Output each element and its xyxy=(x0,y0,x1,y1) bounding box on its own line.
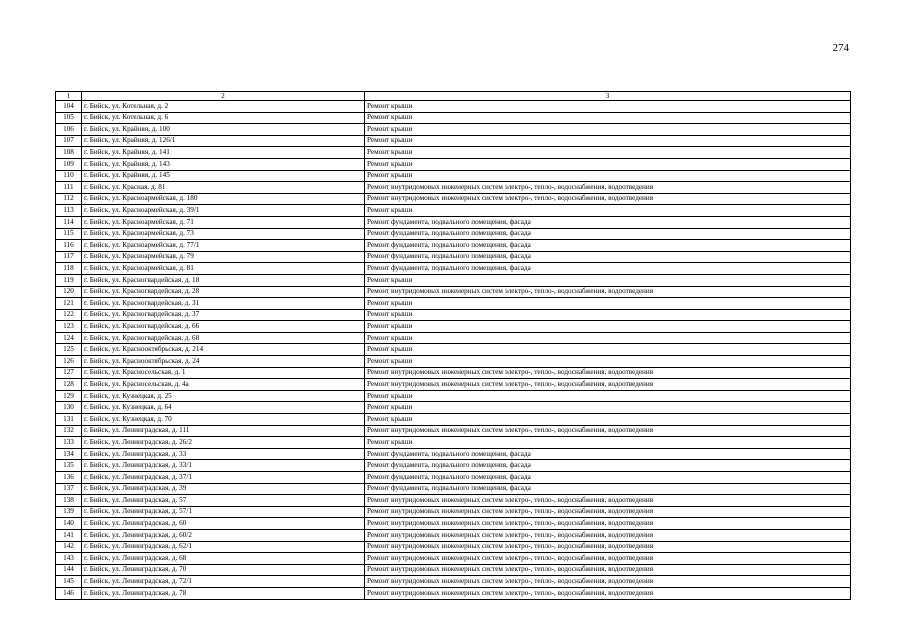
work-type-cell: Ремонт крыши xyxy=(365,124,851,136)
row-number-cell: 119 xyxy=(56,274,82,286)
work-type-cell: Ремонт фундамента, подвального помещения, фасада xyxy=(365,483,851,495)
address-cell: г. Бийск, ул. Красногвардейская, д. 18 xyxy=(82,274,365,286)
table-row xyxy=(56,518,851,530)
column-header-number: 1 xyxy=(56,92,82,101)
address-cell: г. Бийск, ул. Красносельская, д. 4а xyxy=(82,379,365,391)
row-number-cell: 114 xyxy=(56,216,82,228)
table-row xyxy=(56,587,851,599)
work-type-cell: Ремонт крыши xyxy=(365,356,851,368)
address-cell: г. Бийск, ул. Крайняя, д. 143 xyxy=(82,158,365,170)
table-row xyxy=(56,460,851,472)
address-cell: г. Бийск, ул. Кузнецкая, д. 70 xyxy=(82,414,365,426)
address-cell: г. Бийск, ул. Кузнецкая, д. 64 xyxy=(82,402,365,414)
row-number-cell: 121 xyxy=(56,298,82,310)
row-number-cell: 104 xyxy=(56,101,82,113)
work-type-cell: Ремонт внутридомовых инженерных систем электро-, тепло-, водоснабжения, водоотведения xyxy=(365,506,851,518)
row-number-cell: 115 xyxy=(56,228,82,240)
table-row xyxy=(56,298,851,310)
repair-registry-table xyxy=(55,91,851,600)
work-type-cell: Ремонт внутридомовых инженерных систем электро-, тепло-, водоснабжения, водоотведения xyxy=(365,553,851,565)
table-row xyxy=(56,240,851,252)
work-type-cell: Ремонт фундамента, подвального помещения, фасада xyxy=(365,263,851,275)
table-row xyxy=(56,437,851,449)
table-row xyxy=(56,472,851,484)
row-number-cell: 105 xyxy=(56,112,82,124)
row-number-cell: 140 xyxy=(56,518,82,530)
row-number-cell: 106 xyxy=(56,124,82,136)
address-cell: г. Бийск, ул. Красногвардейская, д. 68 xyxy=(82,332,365,344)
table-row xyxy=(56,193,851,205)
row-number-cell: 120 xyxy=(56,286,82,298)
row-number-cell: 128 xyxy=(56,379,82,391)
row-number-cell: 134 xyxy=(56,448,82,460)
address-cell: г. Бийск, ул. Красноармейская, д. 81 xyxy=(82,263,365,275)
row-number-cell: 138 xyxy=(56,495,82,507)
work-type-cell: Ремонт внутридомовых инженерных систем электро-, тепло-, водоснабжения, водоотведения xyxy=(365,576,851,588)
table-row xyxy=(56,332,851,344)
address-cell: г. Бийск, ул. Краснооктябрьская, д. 214 xyxy=(82,344,365,356)
work-type-cell: Ремонт крыши xyxy=(365,321,851,333)
row-number-cell: 135 xyxy=(56,460,82,472)
row-number-cell: 129 xyxy=(56,390,82,402)
address-cell: г. Бийск, ул. Красная, д. 81 xyxy=(82,182,365,194)
table-row xyxy=(56,251,851,263)
row-number-cell: 110 xyxy=(56,170,82,182)
work-type-cell: Ремонт крыши xyxy=(365,298,851,310)
address-cell: г. Бийск, ул. Котельная, д. 6 xyxy=(82,112,365,124)
work-type-cell: Ремонт внутридомовых инженерных систем электро-, тепло-, водоснабжения, водоотведения xyxy=(365,425,851,437)
row-number-cell: 142 xyxy=(56,541,82,553)
row-number-cell: 126 xyxy=(56,356,82,368)
row-number-cell: 127 xyxy=(56,367,82,379)
work-type-cell: Ремонт внутридомовых инженерных систем электро-, тепло-, водоснабжения, водоотведения xyxy=(365,529,851,541)
work-type-cell: Ремонт внутридомовых инженерных систем электро-, тепло-, водоснабжения, водоотведения xyxy=(365,518,851,530)
address-cell: г. Бийск, ул. Крайняя, д. 145 xyxy=(82,170,365,182)
address-cell: г. Бийск, ул. Ленинградская, д. 60/2 xyxy=(82,529,365,541)
address-cell: г. Бийск, ул. Краснооктябрьская, д. 24 xyxy=(82,356,365,368)
row-number-cell: 136 xyxy=(56,472,82,484)
address-cell: г. Бийск, ул. Ленинградская, д. 60 xyxy=(82,518,365,530)
page-number: 274 xyxy=(832,42,849,54)
table-row xyxy=(56,425,851,437)
table-row xyxy=(56,576,851,588)
table-row xyxy=(56,205,851,217)
table-row xyxy=(56,402,851,414)
row-number-cell: 108 xyxy=(56,147,82,159)
row-number-cell: 107 xyxy=(56,135,82,147)
row-number-cell: 125 xyxy=(56,344,82,356)
table-row xyxy=(56,506,851,518)
work-type-cell: Ремонт крыши xyxy=(365,309,851,321)
row-number-cell: 112 xyxy=(56,193,82,205)
row-number-cell: 141 xyxy=(56,529,82,541)
table-row xyxy=(56,379,851,391)
work-type-cell: Ремонт внутридомовых инженерных систем электро-, тепло-, водоснабжения, водоотведения xyxy=(365,495,851,507)
table-row xyxy=(56,228,851,240)
address-cell: г. Бийск, ул. Кузнецкая, д. 25 xyxy=(82,390,365,402)
work-type-cell: Ремонт внутридомовых инженерных систем электро-, тепло-, водоснабжения, водоотведения xyxy=(365,541,851,553)
address-cell: г. Бийск, ул. Красногвардейская, д. 31 xyxy=(82,298,365,310)
table-row xyxy=(56,263,851,275)
work-type-cell: Ремонт внутридомовых инженерных систем электро-, тепло-, водоснабжения, водоотведения xyxy=(365,564,851,576)
table-row xyxy=(56,414,851,426)
table-row xyxy=(56,448,851,460)
work-type-cell: Ремонт фундамента, подвального помещения, фасада xyxy=(365,228,851,240)
address-cell: г. Бийск, ул. Красноармейская, д. 79 xyxy=(82,251,365,263)
table-row xyxy=(56,135,851,147)
address-cell: г. Бийск, ул. Ленинградская, д. 37/1 xyxy=(82,472,365,484)
address-cell: г. Бийск, ул. Красноармейская, д. 73 xyxy=(82,228,365,240)
header-row xyxy=(56,92,851,101)
work-type-cell: Ремонт крыши xyxy=(365,101,851,113)
work-type-cell: Ремонт крыши xyxy=(365,112,851,124)
table-row xyxy=(56,170,851,182)
table-row xyxy=(56,112,851,124)
address-cell: г. Бийск, ул. Ленинградская, д. 33 xyxy=(82,448,365,460)
work-type-cell: Ремонт фундамента, подвального помещения, фасада xyxy=(365,448,851,460)
work-type-cell: Ремонт крыши xyxy=(365,274,851,286)
row-number-cell: 113 xyxy=(56,205,82,217)
table-row xyxy=(56,158,851,170)
row-number-cell: 116 xyxy=(56,240,82,252)
work-type-cell: Ремонт фундамента, подвального помещения, фасада xyxy=(365,216,851,228)
row-number-cell: 124 xyxy=(56,332,82,344)
table-row xyxy=(56,483,851,495)
row-number-cell: 143 xyxy=(56,553,82,565)
address-cell: г. Бийск, ул. Ленинградская, д. 68 xyxy=(82,553,365,565)
address-cell: г. Бийск, ул. Ленинградская, д. 111 xyxy=(82,425,365,437)
row-number-cell: 132 xyxy=(56,425,82,437)
work-type-cell: Ремонт фундамента, подвального помещения, фасада xyxy=(365,472,851,484)
address-cell: г. Бийск, ул. Ленинградская, д. 78 xyxy=(82,587,365,599)
table-row xyxy=(56,274,851,286)
table-row xyxy=(56,541,851,553)
address-cell: г. Бийск, ул. Крайняя, д. 141 xyxy=(82,147,365,159)
address-cell: г. Бийск, ул. Красноармейская, д. 180 xyxy=(82,193,365,205)
table-body xyxy=(56,101,851,600)
work-type-cell: Ремонт крыши xyxy=(365,390,851,402)
row-number-cell: 144 xyxy=(56,564,82,576)
work-type-cell: Ремонт внутридомовых инженерных систем электро-, тепло-, водоснабжения, водоотведения xyxy=(365,193,851,205)
column-header-work-type: 3 xyxy=(365,92,851,101)
work-type-cell: Ремонт крыши xyxy=(365,332,851,344)
table-row xyxy=(56,564,851,576)
work-type-cell: Ремонт фундамента, подвального помещения, фасада xyxy=(365,251,851,263)
address-cell: г. Бийск, ул. Красногвардейская, д. 28 xyxy=(82,286,365,298)
address-cell: г. Бийск, ул. Крайняя, д. 100 xyxy=(82,124,365,136)
work-type-cell: Ремонт внутридомовых инженерных систем электро-, тепло-, водоснабжения, водоотведения xyxy=(365,182,851,194)
row-number-cell: 111 xyxy=(56,182,82,194)
address-cell: г. Бийск, ул. Ленинградская, д. 57 xyxy=(82,495,365,507)
table-row xyxy=(56,147,851,159)
work-type-cell: Ремонт крыши xyxy=(365,147,851,159)
table-row xyxy=(56,367,851,379)
table-row xyxy=(56,321,851,333)
row-number-cell: 146 xyxy=(56,587,82,599)
table-row xyxy=(56,286,851,298)
table-row xyxy=(56,344,851,356)
address-cell: г. Бийск, ул. Ленинградская, д. 70 xyxy=(82,564,365,576)
work-type-cell: Ремонт внутридомовых инженерных систем электро-, тепло-, водоснабжения, водоотведения xyxy=(365,587,851,599)
address-cell: г. Бийск, ул. Красногвардейская, д. 66 xyxy=(82,321,365,333)
address-cell: г. Бийск, ул. Крайняя, д. 126/1 xyxy=(82,135,365,147)
table-row xyxy=(56,553,851,565)
table-row xyxy=(56,216,851,228)
row-number-cell: 117 xyxy=(56,251,82,263)
address-cell: г. Бийск, ул. Ленинградская, д. 26/2 xyxy=(82,437,365,449)
row-number-cell: 109 xyxy=(56,158,82,170)
row-number-cell: 139 xyxy=(56,506,82,518)
row-number-cell: 123 xyxy=(56,321,82,333)
table-row xyxy=(56,529,851,541)
address-cell: г. Бийск, ул. Красноармейская, д. 77/1 xyxy=(82,240,365,252)
table-row xyxy=(56,356,851,368)
address-cell: г. Бийск, ул. Красноармейская, д. 71 xyxy=(82,216,365,228)
column-header-address: 2 xyxy=(82,92,365,101)
address-cell: г. Бийск, ул. Красносельская, д. 1 xyxy=(82,367,365,379)
table-row xyxy=(56,182,851,194)
address-cell: г. Бийск, ул. Ленинградская, д. 57/1 xyxy=(82,506,365,518)
row-number-cell: 118 xyxy=(56,263,82,275)
table-row xyxy=(56,101,851,113)
row-number-cell: 122 xyxy=(56,309,82,321)
work-type-cell: Ремонт крыши xyxy=(365,344,851,356)
row-number-cell: 137 xyxy=(56,483,82,495)
work-type-cell: Ремонт крыши xyxy=(365,414,851,426)
address-cell: г. Бийск, ул. Ленинградская, д. 62/1 xyxy=(82,541,365,553)
row-number-cell: 131 xyxy=(56,414,82,426)
table-row xyxy=(56,495,851,507)
address-cell: г. Бийск, ул. Ленинградская, д. 39 xyxy=(82,483,365,495)
work-type-cell: Ремонт крыши xyxy=(365,135,851,147)
address-cell: г. Бийск, ул. Котельная, д. 2 xyxy=(82,101,365,113)
work-type-cell: Ремонт крыши xyxy=(365,158,851,170)
work-type-cell: Ремонт крыши xyxy=(365,402,851,414)
work-type-cell: Ремонт крыши xyxy=(365,170,851,182)
address-cell: г. Бийск, ул. Красногвардейская, д. 37 xyxy=(82,309,365,321)
work-type-cell: Ремонт фундамента, подвального помещения, фасада xyxy=(365,460,851,472)
row-number-cell: 145 xyxy=(56,576,82,588)
work-type-cell: Ремонт внутридомовых инженерных систем электро-, тепло-, водоснабжения, водоотведения xyxy=(365,286,851,298)
row-number-cell: 133 xyxy=(56,437,82,449)
work-type-cell: Ремонт крыши xyxy=(365,205,851,217)
address-cell: г. Бийск, ул. Ленинградская, д. 72/1 xyxy=(82,576,365,588)
row-number-cell: 130 xyxy=(56,402,82,414)
work-type-cell: Ремонт внутридомовых инженерных систем электро-, тепло-, водоснабжения, водоотведения xyxy=(365,379,851,391)
address-cell: г. Бийск, ул. Красноармейская, д. 39/1 xyxy=(82,205,365,217)
table-row xyxy=(56,124,851,136)
work-type-cell: Ремонт фундамента, подвального помещения, фасада xyxy=(365,240,851,252)
table-header xyxy=(56,92,851,101)
address-cell: г. Бийск, ул. Ленинградская, д. 33/1 xyxy=(82,460,365,472)
table-row xyxy=(56,390,851,402)
work-type-cell: Ремонт крыши xyxy=(365,437,851,449)
work-type-cell: Ремонт внутридомовых инженерных систем электро-, тепло-, водоснабжения, водоотведения xyxy=(365,367,851,379)
table-row xyxy=(56,309,851,321)
